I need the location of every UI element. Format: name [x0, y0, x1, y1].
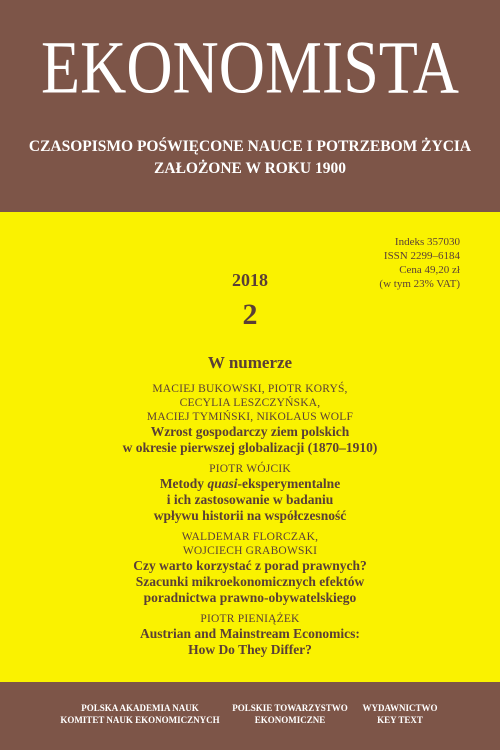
title-line: Wzrost gospodarczy ziem polskich	[150, 424, 350, 439]
article-title	[0, 626, 500, 658]
subtitle-line-1: CZASOPISMO POŚWIĘCONE NAUCE I POTRZEBOM ŻYCIA	[28, 138, 472, 155]
article-authors	[0, 530, 500, 558]
author-line: WOJCIECH GRABOWSKI	[182, 545, 318, 557]
issue-year: 2018	[232, 270, 268, 290]
publisher-line: POLSKA AKADEMIA NAUK	[81, 703, 199, 713]
article-4	[0, 612, 500, 658]
article-authors	[0, 462, 500, 476]
publisher-line: WYDAWNICTWO	[362, 703, 438, 713]
journal-subtitle	[0, 136, 500, 180]
title-line: Czy warto korzystać z porad prawnych?	[133, 558, 367, 573]
journal-title: EKONOMISTA	[41, 25, 459, 110]
publisher-keytext	[345, 702, 455, 726]
title-line	[0, 476, 500, 492]
price: Cena 49,20 zł	[399, 264, 460, 276]
title-line: Szacunki mikroekonomicznych efektów	[135, 574, 365, 589]
issue-number: 2	[242, 298, 258, 331]
cover-body	[0, 212, 500, 682]
index-number: Indeks 357030	[394, 236, 460, 248]
title-text: -eksperymentalne	[237, 476, 341, 491]
author-line: PIOTR PIENIĄŻEK	[200, 613, 300, 625]
publisher-line: EKONOMICZNE	[254, 715, 326, 725]
author-line: WALDEMAR FLORCZAK,	[181, 531, 319, 543]
publisher-pan	[60, 702, 220, 726]
subtitle-line-2: ZAŁOŻONE W ROKU 1900	[154, 160, 346, 177]
publisher-pte	[225, 702, 355, 726]
author-line: CECYLIA LESZCZYŃSKA,	[179, 397, 321, 409]
article-1	[0, 382, 500, 456]
author-line: MACIEJ BUKOWSKI, PIOTR KORYŚ,	[152, 383, 348, 395]
title-line: i ich zastosowanie w badaniu	[166, 492, 334, 507]
title-line: wpływu historii na współczesność	[153, 508, 347, 523]
article-authors	[0, 612, 500, 626]
publisher-line: POLSKIE TOWARZYSTWO	[232, 703, 348, 713]
article-2	[0, 462, 500, 524]
footer-band	[0, 682, 500, 750]
title-line: poradnictwa prawno-obywatelskiego	[143, 590, 357, 605]
title-line: w okresie pierwszej globalizacji (1870–1910)	[122, 440, 378, 455]
vat-note: (w tym 23% VAT)	[379, 278, 460, 290]
publisher-line: KOMITET NAUK EKONOMICZNYCH	[60, 715, 220, 725]
header-band	[0, 0, 500, 212]
article-3	[0, 530, 500, 606]
title-line: Austrian and Mainstream Economics:	[140, 626, 360, 641]
contents-list	[0, 382, 500, 664]
author-line: MACIEJ TYMIŃSKI, NIKOLAUS WOLF	[146, 411, 354, 423]
article-authors	[0, 382, 500, 424]
article-title	[0, 558, 500, 606]
contents-heading: W numerze	[207, 353, 293, 372]
title-text: Metody	[159, 476, 208, 491]
author-line: PIOTR WÓJCIK	[209, 463, 291, 475]
article-title	[0, 476, 500, 524]
article-title	[0, 424, 500, 456]
title-italic-text: quasi	[207, 476, 238, 491]
issn-number: ISSN 2299–6184	[383, 250, 460, 262]
publisher-line: KEY TEXT	[377, 715, 423, 725]
title-line: How Do They Differ?	[188, 642, 312, 657]
